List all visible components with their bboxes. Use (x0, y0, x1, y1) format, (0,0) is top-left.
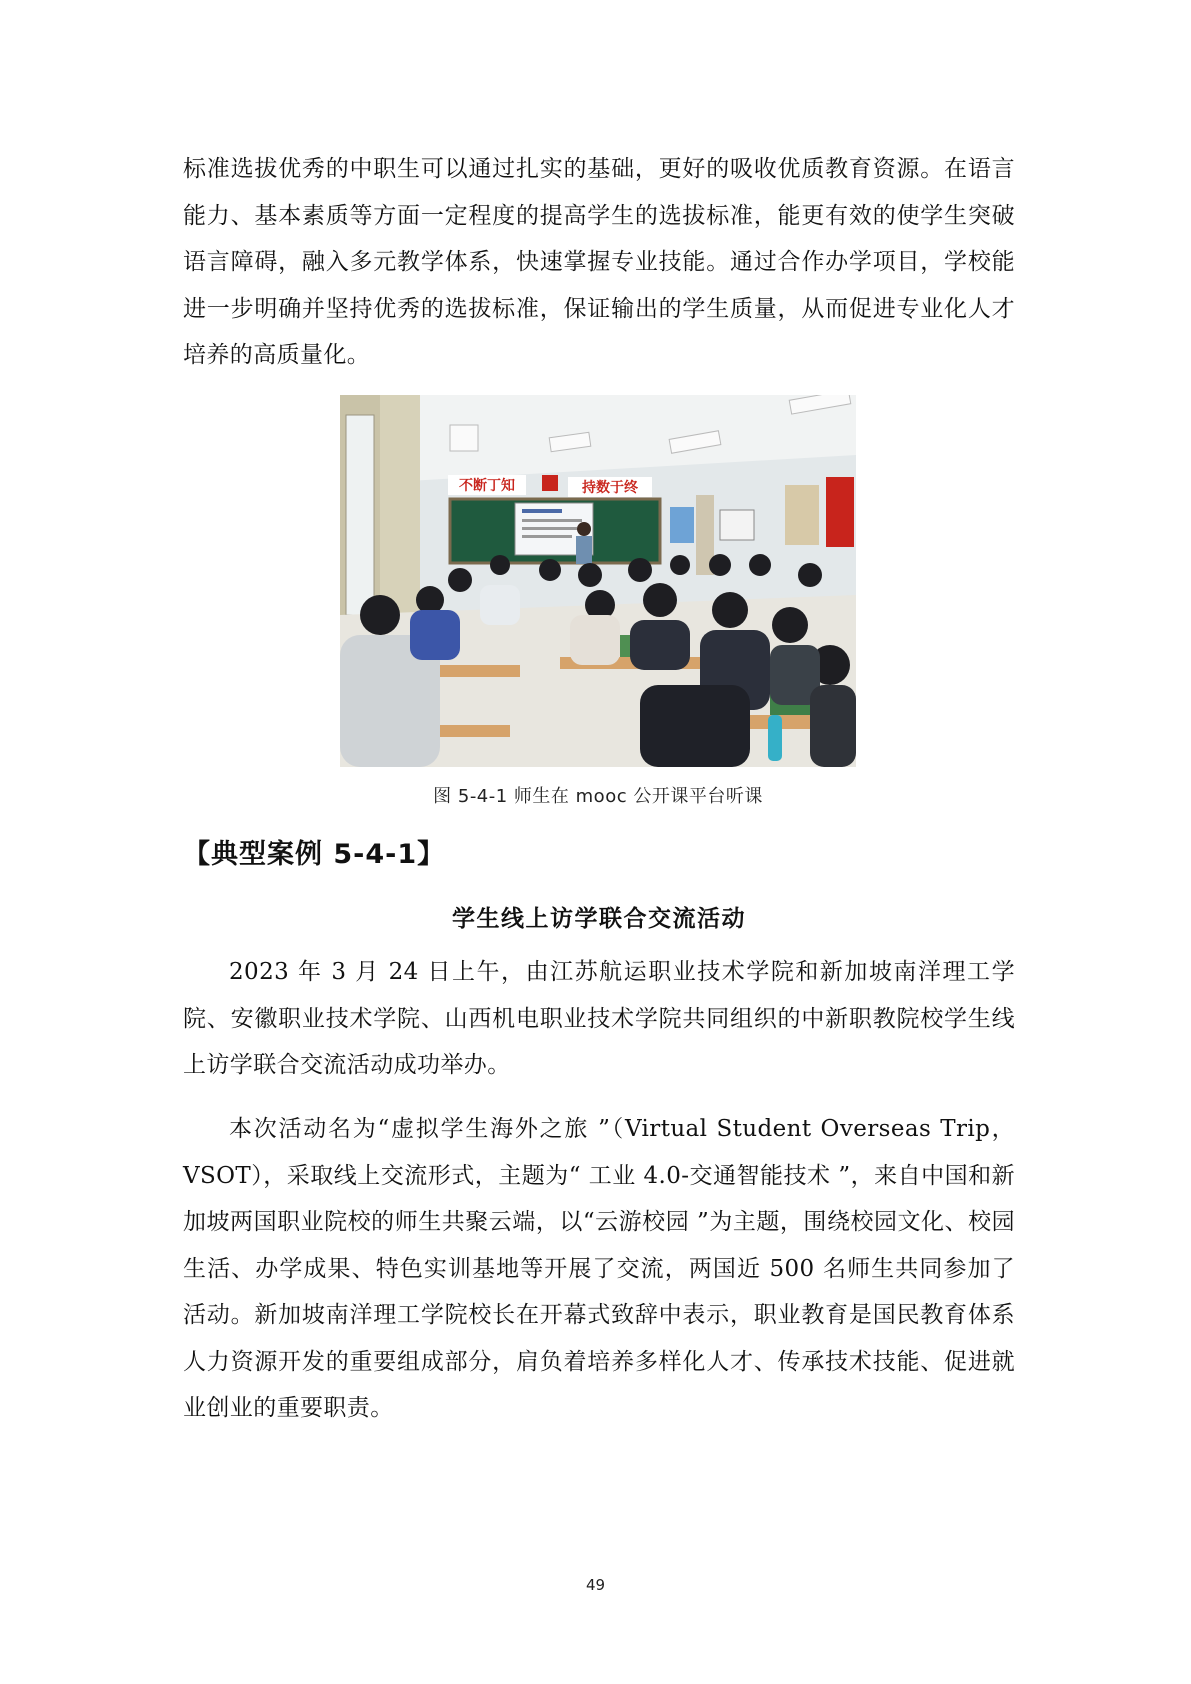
banner-left-text: 不断丁知 (459, 478, 515, 494)
classroom-illustration (340, 395, 856, 767)
case-heading: 【典型案例 5-4-1】 (183, 839, 446, 870)
classroom-photo (340, 395, 856, 767)
case-paragraph-1: 2023 年 3 月 24 日上午，由江苏航运职业技术学院和新加坡南洋理工学院、安徽职业技术学院、山西机电职业技术学院共同组织的中新职教院校学生线上访学联合交流活动成功举办。 (183, 959, 1015, 1078)
case-title: 学生线上访学联合交流活动 (452, 905, 746, 932)
banner-right-text: 持数于终 (582, 480, 638, 496)
figure-caption: 图 5-4-1 师生在 mooc 公开课平台听课 (433, 786, 763, 807)
intro-paragraph: 标准选拔优秀的中职生可以通过扎实的基础，更好的吸收优质教育资源。在语言能力、基本素质等方面一定程度的提高学生的选拔标准，能更有效的使学生突破语言障碍，融入多元教学体系，快速掌握专业技能。通过合作办学项目，学校能进一步明确并坚持优秀的选拔标准，保证输出的学生质量，从而促进专业化人才培养的高质量化。 (183, 156, 1015, 368)
case-paragraph-2: 本次活动名为“虚拟学生海外之旅 ”（Virtual Student Overseas Trip，VSOT），采取线上交流形式，主题为“ 工业 4.0-交通智能技术 ”，来自中国和新加坡两国职业院校的师生共聚云端，以“云游校园 ”为主题，围绕校园文化、校园生活、办学成果、特色实训基地等开展了交流，两国近 500 名师生共同参加了活动。新加坡南洋理工学院校长在开幕式致辞中表示，职业教育是国民教育体系人力资源开发的重要组成部分，肩负着培养多样化人才、传承技术技能、促进就业创业的重要职责。 (183, 1116, 1015, 1421)
page-number: 49 (585, 1576, 606, 1594)
